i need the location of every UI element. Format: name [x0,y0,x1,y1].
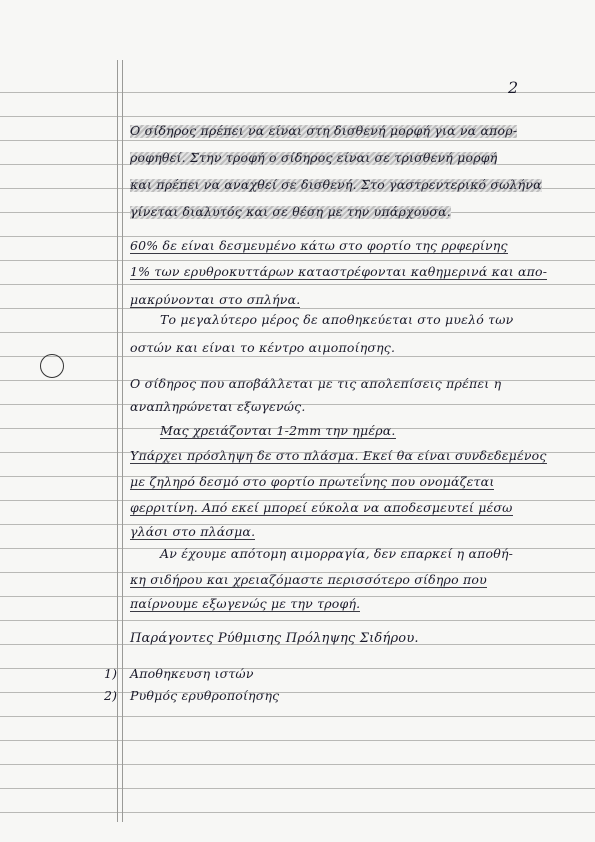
p3-line-5: με ζηληρό δεσμό στο φορτίο πρωτεΐνης που ονομάζεται [130,474,495,489]
ruled-line [0,740,595,741]
list-item-1: Αποθηκευση ιστών [130,666,254,681]
p1-line-3: και πρέπει να αναχθεί σε δισθενή. Στο γαστρεντερικό σωλήνα [130,177,542,192]
left-margin-line [117,60,118,822]
p3-line-6: φερριτίνη. Από εκεί μπορεί εύκολα να αποδεσμευτεί μέσω [130,500,513,515]
margin-circle-mark [40,354,64,378]
ruled-line [0,92,595,93]
left-margin-line-inner [122,60,123,822]
ruled-line [0,140,595,141]
ruled-line [0,620,595,621]
p2-line-5: οστών και είναι το κέντρο αιμοποίησης. [130,340,396,355]
list-item-2: Ρυθμός ερυθροποίησης [130,688,280,703]
p2-line-4: Το μεγαλύτερο μέρος δε αποθηκεύεται στο μυελό των [160,312,514,327]
ruled-line [0,116,595,117]
p3-line-1: Ο σίδηρος που αποβάλλεται με τις απολεπίσεις πρέπει η [130,376,502,391]
p3-line-4: Υπάρχει πρόσληψη δε στο πλάσμα. Εκεί θα είναι συνδεδεμένος [130,448,547,463]
ruled-line [0,308,595,309]
p3-line-7: γλάσι στο πλάσμα. [130,524,256,539]
page-number: 2 [508,78,519,97]
ruled-line [0,812,595,813]
ruled-line [0,284,595,285]
p2-line-1: 60% δε είναι δεσμευμένο κάτω στο φορτίο της ρρφερίνης [130,238,508,253]
p3-line-2: αναπληρώνεται εξωγενώς. [130,399,306,414]
p1-line-4: γίνεται διαλυτός και σε θέση με την υπάρχουσα. [130,204,451,219]
p3-line-3: Μας χρειάζονται 1-2mm την ημέρα. [160,423,396,438]
list-marker-2: 2) [104,688,118,703]
ruled-line [0,236,595,237]
ruled-line [0,788,595,789]
p4-line-2: κη σιδήρου και χρειαζόμαστε περισσότερο σίδηρο που [130,572,487,587]
p1-line-1: Ο σίδηρος πρέπει να είναι στη δισθενή μορφή για να απορ- [130,123,518,138]
section-heading: Παράγοντες Ρύθμισης Πρόληψης Σιδήρου. [130,631,419,646]
ruled-line [0,260,595,261]
ruled-line [0,332,595,333]
ruled-line [0,524,595,525]
list-marker-1: 1) [104,666,118,681]
ruled-line [0,668,595,669]
ruled-line [0,692,595,693]
p4-line-3: παίρνουμε εξωγενώς με την τροφή. [130,596,361,611]
p1-line-2: ροφηθεί. Στην τροφή ο σίδηρος είναι σε τρισθενή μορφή [130,150,498,165]
p4-line-1: Αν έχουμε απότομη αιμορραγία, δεν επαρκεί η αποθή- [160,546,514,561]
p2-line-2: 1% των ερυθροκυττάρων καταστρέφονται καθημερινά και απο- [130,264,548,279]
p2-line-3: μακρύνονται στο σπλήνα. [130,292,301,307]
ruled-line [0,356,595,357]
ruled-line [0,764,595,765]
ruled-line [0,716,595,717]
